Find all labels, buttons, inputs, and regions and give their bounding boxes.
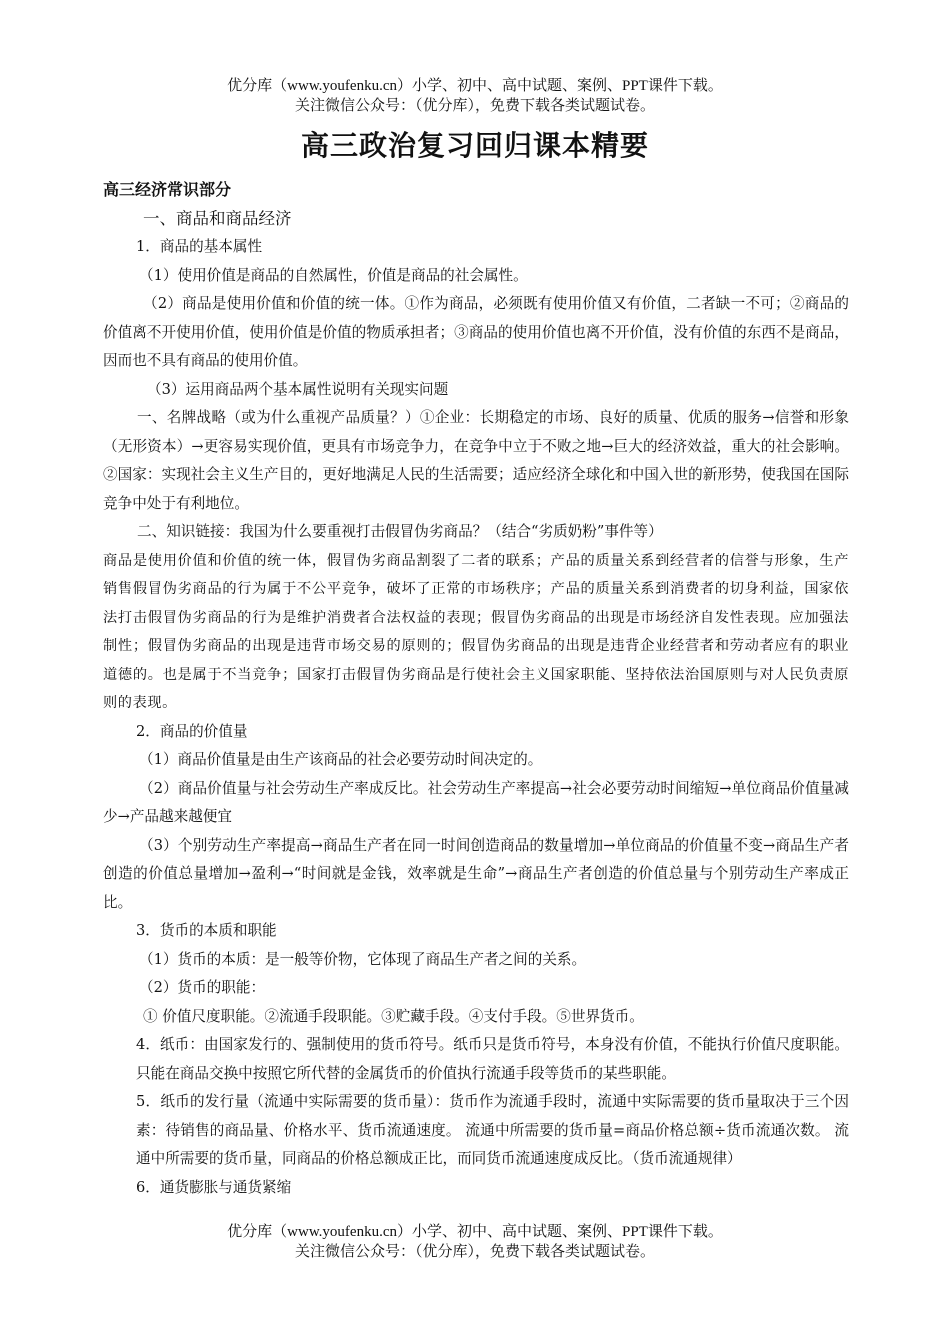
header-banner — [0, 76, 950, 116]
section-heading: 高三经济常识部分 — [103, 180, 232, 199]
footer-banner — [0, 1222, 950, 1262]
paragraph: （2）商品是使用价值和价值的统一体。①作为商品，必须既有使用价值又有价值，二者缺一不可；②商品的价值离不开使用价值，使用价值是价值的物质承担者；③商品的使用价值也离不开价值，没有价值的东西不是商品，因而也不具有商品的使用价值。 — [103, 295, 849, 369]
subsection-2-title: 2．商品的价值量 — [136, 722, 248, 740]
paragraph: ① 价值尺度职能。②流通手段职能。③贮藏手段。④支付手段。⑤世界货币。 — [143, 1007, 644, 1025]
paragraph-money-supply: 5．纸币的发行量（流通中实际需要的货币量）：货币作为流通手段时，流通中实际需要的货币量取决于三个因素：待销售的商品量、价格水平、货币流通速度。 流通中所需要的货币量=商品价格总额÷货币流通次数。 流通中所需要的货币量，同商品的价格总额成正比，而同货币流通速度成反比。（货币流通规律） — [136, 1093, 849, 1167]
paragraph-paper-money: 4．纸币：由国家发行的、强制使用的货币符号。纸币只是货币符号，本身没有价值，不能执行价值尺度职能。只能在商品交换中按照它所代替的金属货币的价值执行流通手段等货币的某些职能。 — [136, 1036, 849, 1082]
subsection-1-title: 1．商品的基本属性 — [136, 238, 263, 255]
paragraph: （3）个别劳动生产率提高→商品生产者在同一时间创造商品的数量增加→单位商品的价值量不变→商品生产者创造的价值总量增加→盈利→“时间就是金钱，效率就是生命”→商品生产者创造的价值总量与个别劳动生产率成正比。 — [103, 836, 849, 911]
header-line-2: 关注微信公众号：（优分库），免费下载各类试题试卷。 — [294, 98, 655, 114]
paragraph: 二、知识链接：我国为什么要重视打击假冒伪劣商品？（结合“劣质奶粉”事件等） — [137, 523, 663, 540]
paragraph-kaiti: 商品是使用价值和价值的统一体，假冒伪劣商品割裂了二者的联系；产品的质量关系到经营者的信誉与形象，生产销售假冒伪劣商品的行为属于不公平竞争，破坏了正常的市场秩序；产品的质量关系到消费者的切身利益，国家依法打击假冒伪劣商品的行为是维护消费者合法权益的表现；假冒伪劣商品的出现是市场经济自发性表现。应加强法制性；假冒伪劣商品的出现是违背市场交易的原则的；假冒伪劣商品的出现是违背企业经营者和劳动者应有的职业道德的。也是属于不当竞争；国家打击假冒伪劣商品是行使社会主义国家职能、坚持依法治国原则与对人民负责原则的表现。 — [103, 552, 849, 711]
document-title: 高三政治复习回归课本精要 — [300, 129, 649, 162]
paragraph: （1）使用价值是商品的自然属性，价值是商品的社会属性。 — [139, 266, 528, 284]
paragraph: （3）运用商品两个基本属性说明有关现实问题 — [147, 380, 449, 398]
subsection-3-title: 3．货币的本质和职能 — [136, 922, 277, 939]
footer-line-2: 关注微信公众号：（优分库），免费下载各类试题试卷。 — [294, 1244, 655, 1260]
paragraph: （2）商品价值量与社会劳动生产率成反比。社会劳动生产率提高→社会必要劳动时间缩短→单位商品价值量减少→产品越来越便宜 — [103, 779, 849, 825]
paragraph: （1）货币的本质：是一般等价物，它体现了商品生产者之间的关系。 — [139, 950, 587, 968]
header-line-1: 优分库（www.youfenku.cn）小学、初中、高中试题、案例、PPT课件下载。 — [227, 78, 723, 94]
subsection-6-title: 6．通货膨胀与通货紧缩 — [136, 1178, 292, 1196]
footer-line-1: 优分库（www.youfenku.cn）小学、初中、高中试题、案例、PPT课件下载。 — [227, 1224, 723, 1240]
paragraph: （1）商品价值量是由生产该商品的社会必要劳动时间决定的。 — [139, 751, 543, 768]
paragraph: 一、名牌战略（或为什么重视产品质量？）①企业：长期稳定的市场、良好的质量、优质的服务→信誉和形象（无形资本）→更容易实现价值，更具有市场竞争力，在竞争中立于不败之地→巨大的经济效益，重大的社会影响。②国家：实现社会主义生产目的，更好地满足人民的生活需要；适应经济全球化和中国入世的新形势，使我国在国际竞争中处于有利地位。 — [103, 409, 849, 512]
chapter-heading: 一、商品和商品经济 — [143, 209, 292, 228]
paragraph: （2）货币的职能： — [139, 979, 266, 996]
document-body — [103, 176, 849, 1202]
